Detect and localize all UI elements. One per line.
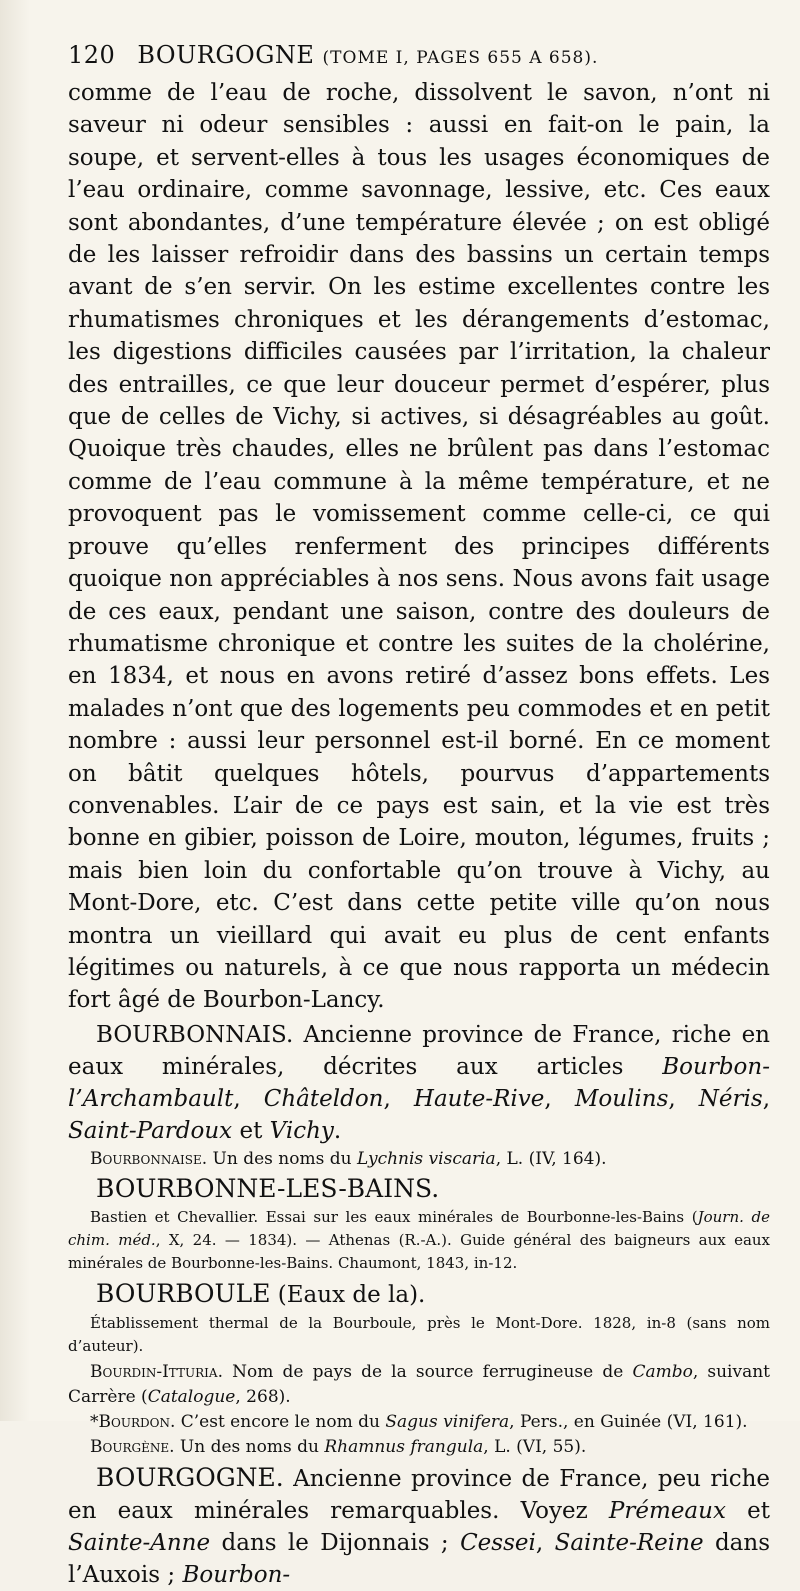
bibliography-text: , X, 24. — 1834). — Athenas (R.-A.). Guide général des baigneurs aux eaux minérales de Bourbonne-les-Bains. Chaumont, 1843, in-12. xyxy=(68,1230,771,1272)
cross-reference: Moulins xyxy=(574,1085,669,1112)
entry-text: dans le Dijonnais ; xyxy=(210,1529,461,1556)
plant-name: Rhamnus frangula xyxy=(324,1436,484,1457)
cross-reference: Haute-Rive xyxy=(413,1085,545,1112)
separator: , xyxy=(233,1085,264,1112)
entry-text: , L. (VI, 55). xyxy=(483,1436,587,1457)
entry-term: *Bourdon. xyxy=(90,1411,176,1432)
cross-reference: Prémeaux xyxy=(608,1497,726,1524)
plant-name: Sagus vinifera xyxy=(385,1411,510,1432)
separator: et xyxy=(725,1497,770,1524)
entry-text: Un des noms du xyxy=(207,1148,357,1169)
entry-bourdin-itturia xyxy=(68,1360,770,1410)
cross-reference: Sainte-Anne xyxy=(68,1529,211,1556)
running-header xyxy=(68,40,770,73)
cross-reference: Saint-Pardoux xyxy=(68,1117,233,1144)
plant-name: Lychnis viscaria xyxy=(356,1148,496,1169)
bibliography-text: Établissement thermal de la Bourboule, près le Mont-Dore. 1828, in-8 (sans nom d’auteur). xyxy=(68,1313,770,1355)
entry-bourgogne xyxy=(68,1462,770,1591)
journal-title: Journ. de chim. méd. xyxy=(68,1207,770,1249)
entry-title: BOURBONNAIS. xyxy=(96,1021,294,1048)
separator: , xyxy=(668,1085,699,1112)
page-number: 120 xyxy=(68,41,116,69)
entry-term: Bourbonnaise. xyxy=(90,1148,208,1169)
continuation-paragraph: comme de l’eau de roche, dissolvent le savon, n’ont ni saveur ni odeur sensibles : aussi en fait-on le pain, la soupe, et servent-elles à tous les usages économiques de l’eau ordinaire, comme savonnage, lessive, etc. Ces eaux sont abondantes, d’une température élevée ; on est obligé de les laisser refroidir dans des bassins un certain temps avant de s’en servir. On les estime excellentes contre les rhumatismes chroniques et les dérangements d’estomac, les digestions difficiles causées par l’irritation, la chaleur des entrailles, ce que leur douceur permet d’espérer, plus que de celles de Vichy, si actives, si désagréables au goût. Quoique très chaudes, elles ne brûlent pas dans l’estomac comme de l’eau commune à la même température, et ne provoquent pas le vomissement comme celle-ci, ce qui prouve qu’elles renferment des principes différents quoique non appréciables à nos sens. Nous avons fait usage de ces eaux, pendant une saison, contre des douleurs de rhumatisme chronique et contre les suites de la cholérine, en 1834, et nous en avons retiré d’assez bons effets. Les malades n’ont que des logements peu commodes et en petit nombre : aussi leur personnel est-il borné. En ce moment on bâtit quelques hôtels, pourvus d’appartements convenables. L’air de ce pays est sain, et la vie est très bonne en gibier, poisson de Loire, mouton, légumes, fruits ; mais bien loin du confortable qu’on trouve à Vichy, au Mont-Dore, etc. C’est dans cette petite ville qu’on nous montra un vieillard qui avait eu plus de cent enfants légitimes ou naturels, à ce que nous rapporta un médecin fort âgé de Bourbon-Lancy. xyxy=(68,80,770,1014)
entry-term: Bourgène. xyxy=(90,1436,175,1457)
entry-text: Ancienne province de France, peu riche en eaux minérales remarquables. Voyez xyxy=(68,1465,770,1524)
cross-reference: Sainte-Reine xyxy=(554,1529,704,1556)
separator: . xyxy=(333,1117,342,1144)
entry-term: Bourdin-Itturia. xyxy=(90,1361,223,1382)
entry-text: Un des noms du xyxy=(174,1436,325,1457)
entry-bourgene xyxy=(68,1435,770,1460)
cross-reference: Bourbon-l’Archambault xyxy=(68,1053,770,1112)
bibliography-bourbonne xyxy=(68,1206,770,1275)
work-title: Catalogue xyxy=(147,1386,236,1407)
header-title: BOURGOGNE xyxy=(137,41,315,69)
entry-text: Nom de pays de la source ferrugineuse de xyxy=(223,1361,633,1382)
cross-reference: Vichy xyxy=(269,1117,334,1144)
header-reference: (TOME I, PAGES 655 A 658). xyxy=(322,48,599,68)
entry-bourboule xyxy=(68,1277,770,1312)
entry-title: BOURGOGNE. xyxy=(96,1462,284,1492)
entry-title: BOURBONNE-LES-BAINS. xyxy=(96,1173,440,1203)
cross-reference: Néris xyxy=(698,1085,763,1112)
entry-text: , Pers., en Guinée (VI, 161). xyxy=(509,1411,748,1432)
entry-subtitle: (Eaux de la). xyxy=(270,1281,426,1308)
entry-text: , suivant Carrère ( xyxy=(68,1361,771,1407)
place-name: Cambo xyxy=(632,1361,693,1382)
bibliography-bourboule xyxy=(68,1312,770,1358)
separator: , xyxy=(762,1085,770,1112)
cross-reference: Cessei xyxy=(460,1529,536,1556)
cross-reference: Bourbon- xyxy=(182,1561,291,1588)
bibliography-text: Bastien et Chevallier. Essai sur les eaux minérales de Bourbonne-les-Bains ( xyxy=(90,1207,698,1226)
separator: et xyxy=(232,1117,270,1144)
separator: , xyxy=(383,1085,414,1112)
entry-bourbonnais xyxy=(68,1019,770,1147)
cross-reference: Châteldon xyxy=(263,1085,384,1112)
entry-title: BOURBOULE xyxy=(96,1278,271,1308)
separator: , xyxy=(544,1085,575,1112)
entry-text: , 268). xyxy=(235,1386,291,1407)
entry-text: C’est encore le nom du xyxy=(175,1411,386,1432)
entry-text: , L. (IV, 164). xyxy=(495,1148,607,1169)
entry-text: dans l’Auxois ; xyxy=(68,1529,770,1588)
entry-bourbonnaise xyxy=(68,1147,770,1172)
entry-text: Ancienne province de France, riche en eaux minérales, décrites aux articles xyxy=(68,1021,770,1080)
entry-bourdon xyxy=(68,1410,770,1435)
entry-bourbonne xyxy=(68,1172,770,1206)
separator: , xyxy=(535,1529,555,1556)
